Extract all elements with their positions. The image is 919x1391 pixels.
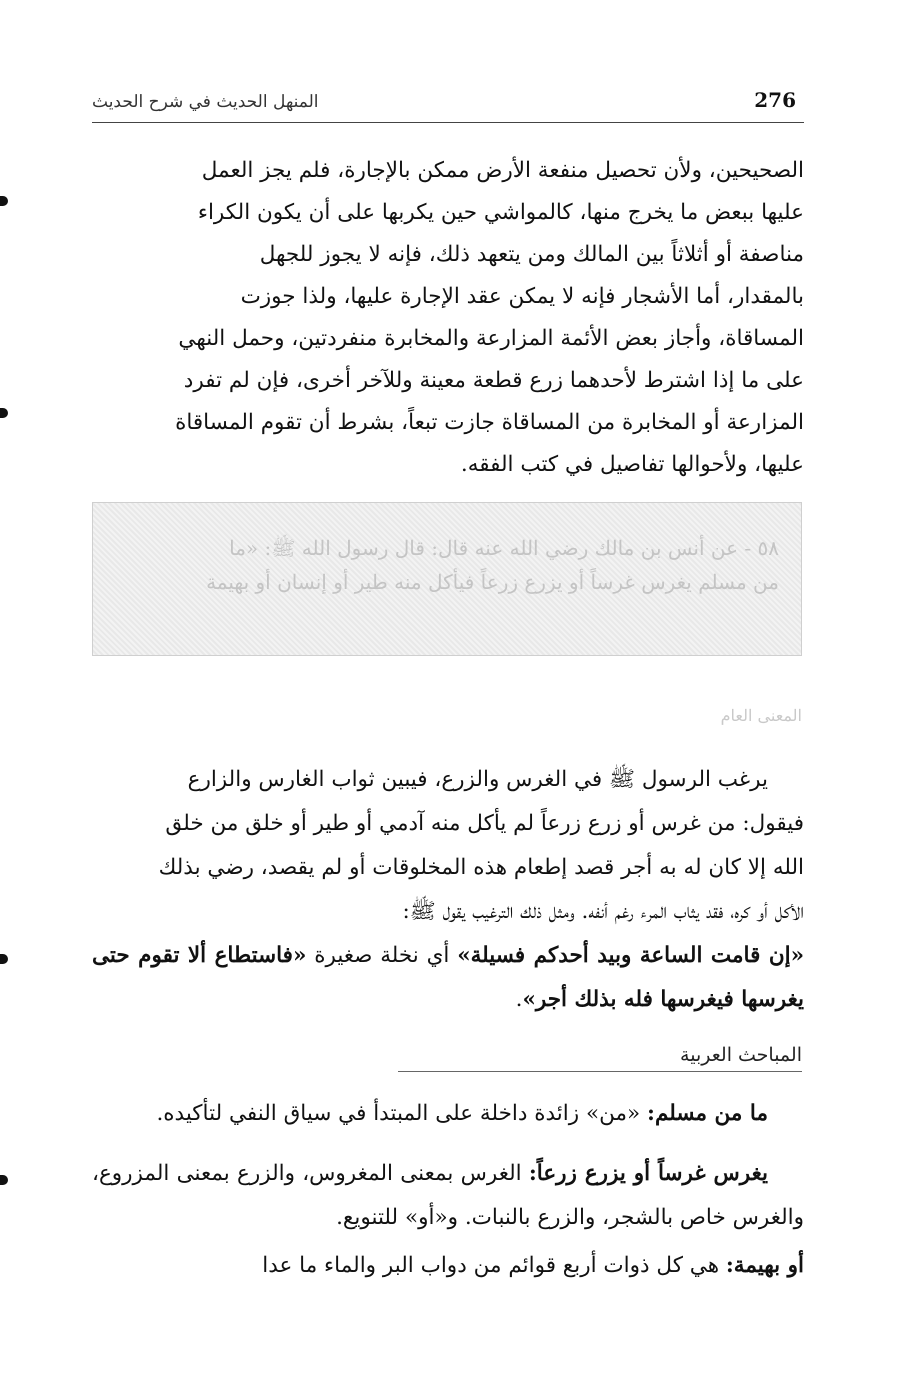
text-line: عليها ببعض ما يخرج منها، كالمواشي حين يكربها على أن يكون الكراء xyxy=(197,200,804,225)
header-rule xyxy=(92,122,804,123)
definition-entry xyxy=(92,1152,804,1240)
text-line: فيقول: من غرس أو زرع زرعاً لم يأكل منه آدمي أو طير أو خلق من خلق xyxy=(165,811,804,836)
text-line: مناصفة أو أثلاثاً بين المالك ومن يتعهد ذلك، فإنه لا يجوز للجهل xyxy=(259,242,804,267)
page-number: 276 xyxy=(754,88,796,112)
section-rule xyxy=(398,1071,802,1072)
book-title: المنهل الحديث في شرح الحديث xyxy=(92,92,319,112)
text-line: الصحيحين، ولأن تحصيل منفعة الأرض ممكن بالإجارة، فلم يجز العمل xyxy=(201,158,804,183)
hadith-line: من مسلم يغرس غرساً أو يزرع زرعاً فيأكل منه طير أو إنسان أو بهيمة xyxy=(206,570,779,594)
entry-text: الغرس بمعنى المغروس، والزرع بمعنى المزروع، والغرس خاص بالشجر، والزرع بالنبات. و«أو» للتنويع. xyxy=(92,1161,804,1230)
text-line: المساقاة، وأجاز بعض الأئمة المزارعة والمخابرة منفردتين، وحمل النهي xyxy=(178,326,804,351)
margin-mark xyxy=(0,408,8,418)
entry-text: «من» زائدة داخلة على المبتدأ في سياق النفي لتأكيده. xyxy=(156,1101,648,1126)
text-line: «إن قامت الساعة وبيد أحدكم فسيلة» أي نخلة صغيرة «فاستطاع ألا تقوم حتى يغرسها فيغرسها فله بذلك أجر». xyxy=(92,943,805,1012)
paragraph-general-meaning xyxy=(92,758,804,1022)
text-line: يرغب الرسول ﷺ في الغرس والزرع، فيبين ثواب الغارس والزارع xyxy=(187,767,768,792)
paragraph-intro xyxy=(92,150,804,486)
text-line: عليها، ولأحوالها تفاصيل في كتب الفقه. xyxy=(460,452,804,477)
hadith-line: ٥٨ - عن أنس بن مالك رضي الله عنه قال: قال رسول الله ﷺ: «ما xyxy=(229,536,779,560)
margin-mark xyxy=(0,196,8,206)
margin-mark xyxy=(0,954,8,964)
entry-text: هي كل ذوات أربع قوائم من دواب البر والماء ما عدا xyxy=(262,1253,726,1278)
hadith-box xyxy=(92,502,802,656)
text-line: على ما إذا اشترط لأحدهما زرع قطعة معينة وللآخر أخرى، فإن لم تفرد xyxy=(183,368,804,393)
text-line: الأكل أو كره، فقد يثاب المرء رغم أنفه. ومثل ذلك الترغيب يقول ﷺ: xyxy=(402,899,804,924)
margin-mark xyxy=(0,1175,8,1185)
entry-term: ما من مسلم: xyxy=(647,1101,768,1126)
text-line: المزارعة أو المخابرة من المساقاة جازت تبعاً، بشرط أن تقوم المساقاة xyxy=(175,410,804,435)
definition-entry xyxy=(92,1244,804,1288)
hadith-quote-bold: «فاستطاع ألا تقوم حتى يغرسها فيغرسها فله بذلك أجر» xyxy=(92,943,804,1012)
page-header xyxy=(92,86,804,126)
section-title-general-meaning: المعنى العام xyxy=(720,706,802,725)
entry-term: يغرس غرساً أو يزرع زرعاً: xyxy=(528,1161,769,1186)
hadith-quote-bold: «إن قامت الساعة وبيد أحدكم فسيلة» xyxy=(457,943,805,968)
hadith-text xyxy=(115,531,779,599)
text-line: الله إلا كان له به أجر قصد إطعام هذه المخلوقات أو لم يقصد، رضي بذلك xyxy=(158,855,804,880)
entry-term: أو بهيمة: xyxy=(725,1253,804,1278)
definition-entry xyxy=(92,1092,804,1136)
text-line: بالمقدار، أما الأشجار فإنه لا يمكن عقد الإجارة عليها، ولذا جوزت xyxy=(240,284,804,309)
section-title-arabic-topics: المباحث العربية xyxy=(680,1044,802,1066)
